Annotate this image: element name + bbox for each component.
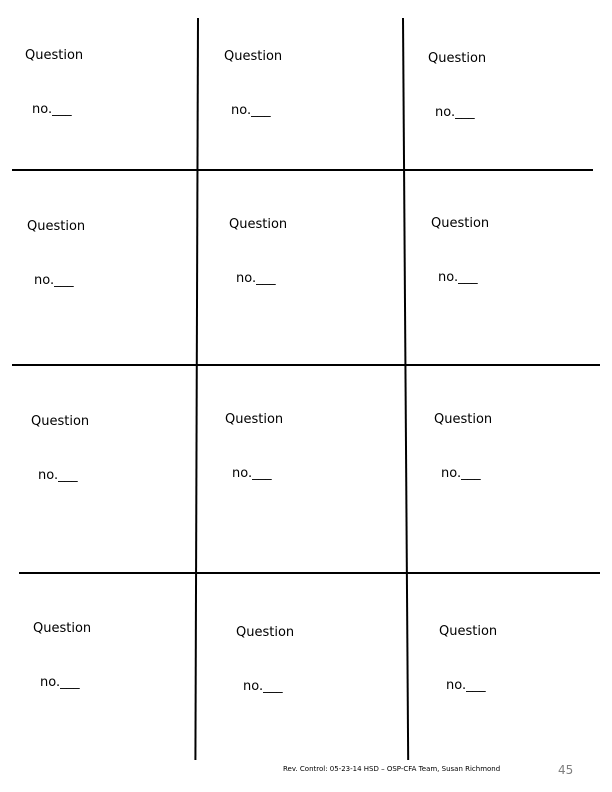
revision-footer: Rev. Control: 05-23-14 HSD – OSP-CFA Team, Susan Richmond [283,765,501,773]
question-word: Question [224,49,283,64]
question-number-blank: no.___ [232,466,272,481]
question-number-blank: no.___ [231,103,271,118]
question-word: Question [31,414,90,429]
question-number-blank: no.___ [435,105,475,120]
question-label-r4c1 [33,584,91,710]
question-number-blank: no.___ [38,468,78,483]
question-word: Question [229,217,288,232]
question-label-r3c1 [31,377,89,503]
question-word: Question [225,412,284,427]
question-label-r2c2 [229,180,287,306]
question-number-blank: no.___ [32,102,72,117]
horizontal-divider-2 [12,364,600,366]
question-label-r2c1 [27,182,85,308]
question-label-r1c3 [428,14,486,140]
question-word: Question [27,219,86,234]
question-label-r4c2 [236,588,294,714]
question-label-r1c1 [25,11,83,137]
question-word: Question [236,625,295,640]
question-label-r3c3 [434,375,492,501]
question-word: Question [434,412,493,427]
question-number-blank: no.___ [446,678,486,693]
vertical-divider-right [402,18,409,760]
question-number-blank: no.___ [243,679,283,694]
question-number-blank: no.___ [40,675,80,690]
question-number-blank: no.___ [441,466,481,481]
horizontal-divider-3 [19,572,600,574]
question-label-r1c2 [224,12,282,138]
question-word: Question [25,48,84,63]
horizontal-divider-1 [12,169,593,171]
question-label-r4c3 [439,587,497,713]
page-number: 45 [558,763,574,777]
question-label-r2c3 [431,179,489,305]
question-number-blank: no.___ [438,270,478,285]
question-word: Question [428,51,487,66]
question-number-blank: no.___ [34,273,74,288]
question-word: Question [439,624,498,639]
question-word: Question [431,216,490,231]
question-label-r3c2 [225,375,283,501]
vertical-divider-left [194,18,198,760]
question-number-blank: no.___ [236,271,276,286]
question-word: Question [33,621,92,636]
